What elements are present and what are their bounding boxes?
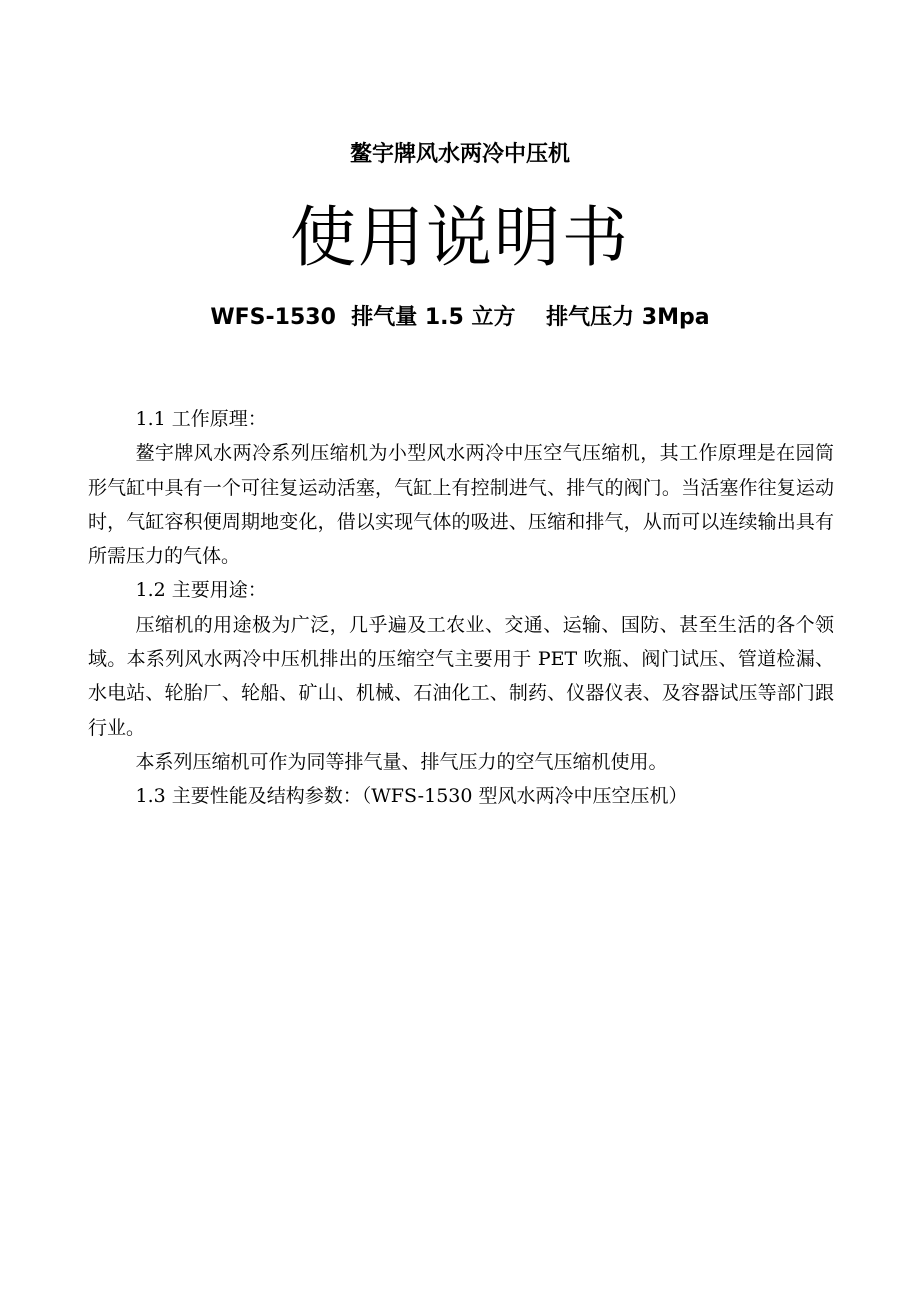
paragraph-working-principle: 鳌宇牌风水两冷系列压缩机为小型风水两冷中压空气压缩机，其工作原理是在园筒形气缸中具有一个可往复运动活塞，气缸上有控制进气、排气的阀门。当活塞作往复运动时，气缸容积便周期地变化，借以实现气体的吸进、压缩和排气，从而可以连续输出具有所需压力的气体。 <box>88 442 834 568</box>
document-body <box>88 402 834 814</box>
section-heading-working-principle: 1.1 工作原理： <box>135 408 267 430</box>
model-spec-line: WFS-1530 排气量 1.5 立方 排气压力 3Mpa <box>210 305 710 330</box>
paragraph-main-uses: 压缩机的用途极为广泛，几乎遍及工农业、交通、运输、国防、甚至生活的各个领域。本系列风水两冷中压机排出的压缩空气主要用于 PET 吹瓶、阀门试压、管道检漏、水电站、轮胎厂、轮船、矿山、机械、石油化工、制药、仪器仪表、及容器试压等部门跟行业。 <box>88 613 834 739</box>
brand-heading: 鳌宇牌风水两冷中压机 <box>349 142 570 167</box>
document-title: 使用说明书 <box>290 199 630 276</box>
section-heading-main-uses: 1.2 主要用途： <box>135 579 267 602</box>
section-heading-parameters: 1.3 主要性能及结构参数：（WFS-1530 型风水两冷中压空压机） <box>135 785 688 808</box>
paragraph-substitute-use: 本系列压缩机可作为同等排气量、排气压力的空气压缩机使用。 <box>135 750 668 773</box>
